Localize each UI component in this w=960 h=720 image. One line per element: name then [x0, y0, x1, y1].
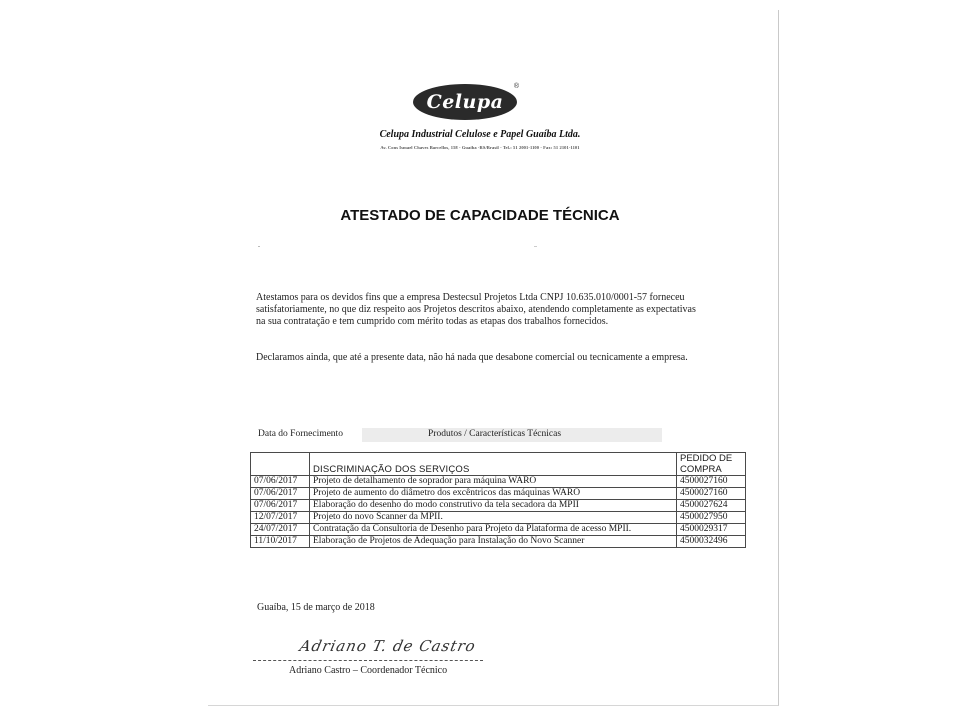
- table-row: [251, 476, 746, 488]
- signature-line: [253, 660, 483, 661]
- logo-text: Celupa: [426, 90, 504, 113]
- row-date: 07/06/2017: [251, 500, 310, 512]
- label-products: Produtos / Características Técnicas: [428, 429, 562, 439]
- row-date: 07/06/2017: [251, 488, 310, 500]
- row-date: 11/10/2017: [251, 536, 310, 548]
- table-header-row: [251, 453, 746, 476]
- row-date: 12/07/2017: [251, 512, 310, 524]
- row-description: Elaboração de Projetos de Adequação para Instalação do Novo Scanner: [310, 536, 677, 548]
- body-paragraph-2: Declaramos ainda, que até a presente data, não há nada que desabone comercial ou tecnicamente a empresa.: [256, 352, 688, 363]
- company-name: Celupa Industrial Celulose e Papel Guaíba Ltda.: [379, 129, 581, 140]
- row-description: Projeto do novo Scanner da MPII.: [310, 512, 677, 524]
- place-and-date: Guaíba, 15 de março de 2018: [257, 602, 375, 613]
- header-services: DISCRIMINAÇÃO DOS SERVIÇOS: [310, 453, 677, 476]
- signer-name: Adriano Castro – Coordenador Técnico: [289, 665, 448, 676]
- table-row: [251, 500, 746, 512]
- row-description: Contratação da Consultoria de Desenho para Projeto da Plataforma de acesso MPII.: [310, 524, 677, 536]
- document-title: ATESTADO DE CAPACIDADE TÉCNICA: [340, 207, 620, 224]
- row-date: 07/06/2017: [251, 476, 310, 488]
- row-order: 4500029317: [677, 524, 746, 536]
- company-logo: [413, 84, 517, 120]
- row-description: Projeto de aumento do diâmetro dos excêntricos das máquinas WARO: [310, 488, 677, 500]
- row-order: 4500032496: [677, 536, 746, 548]
- row-order: 4500027160: [677, 488, 746, 500]
- row-date: 24/07/2017: [251, 524, 310, 536]
- table-row: [251, 488, 746, 500]
- services-table: [250, 452, 746, 548]
- header-empty-cell: [251, 453, 310, 476]
- row-description: Projeto de detalhamento de soprador para máquina WARO: [310, 476, 677, 488]
- row-order: 4500027624: [677, 500, 746, 512]
- registered-mark: ®: [513, 83, 519, 90]
- header-purchase-order: PEDIDO DE COMPRA: [677, 453, 746, 476]
- row-order: 4500027950: [677, 512, 746, 524]
- table-row: [251, 512, 746, 524]
- logo-oval: [413, 84, 517, 120]
- row-description: Elaboração do desenho do modo construtivo da tela secadora da MPII: [310, 500, 677, 512]
- table-row: [251, 524, 746, 536]
- scan-speck: [534, 246, 537, 247]
- scan-speck: [258, 246, 260, 247]
- company-address: Av. Cons Ismael Chaves Barcellos, 158 - Guaíba -RS/Brasil - Tel.: 51 2001-1100 - Fax: 51 2101-1101: [380, 145, 580, 150]
- body-paragraph-1: Atestamos para os devidos fins que a empresa Destecsul Projetos Ltda CNPJ 10.635.010/0001-57 forneceu satisfatoriamente, no que diz respeito aos Projetos descritos abaixo, atendendo completamente as expectativas na sua contratação e tem cumprido com mérito todas as etapas dos trabalhos fornecidos.: [256, 292, 696, 327]
- label-date-supply: Data do Fornecimento: [258, 429, 343, 439]
- handwritten-signature: Adriano T. de Castro: [298, 637, 478, 655]
- table-row: [251, 536, 746, 548]
- row-order: 4500027160: [677, 476, 746, 488]
